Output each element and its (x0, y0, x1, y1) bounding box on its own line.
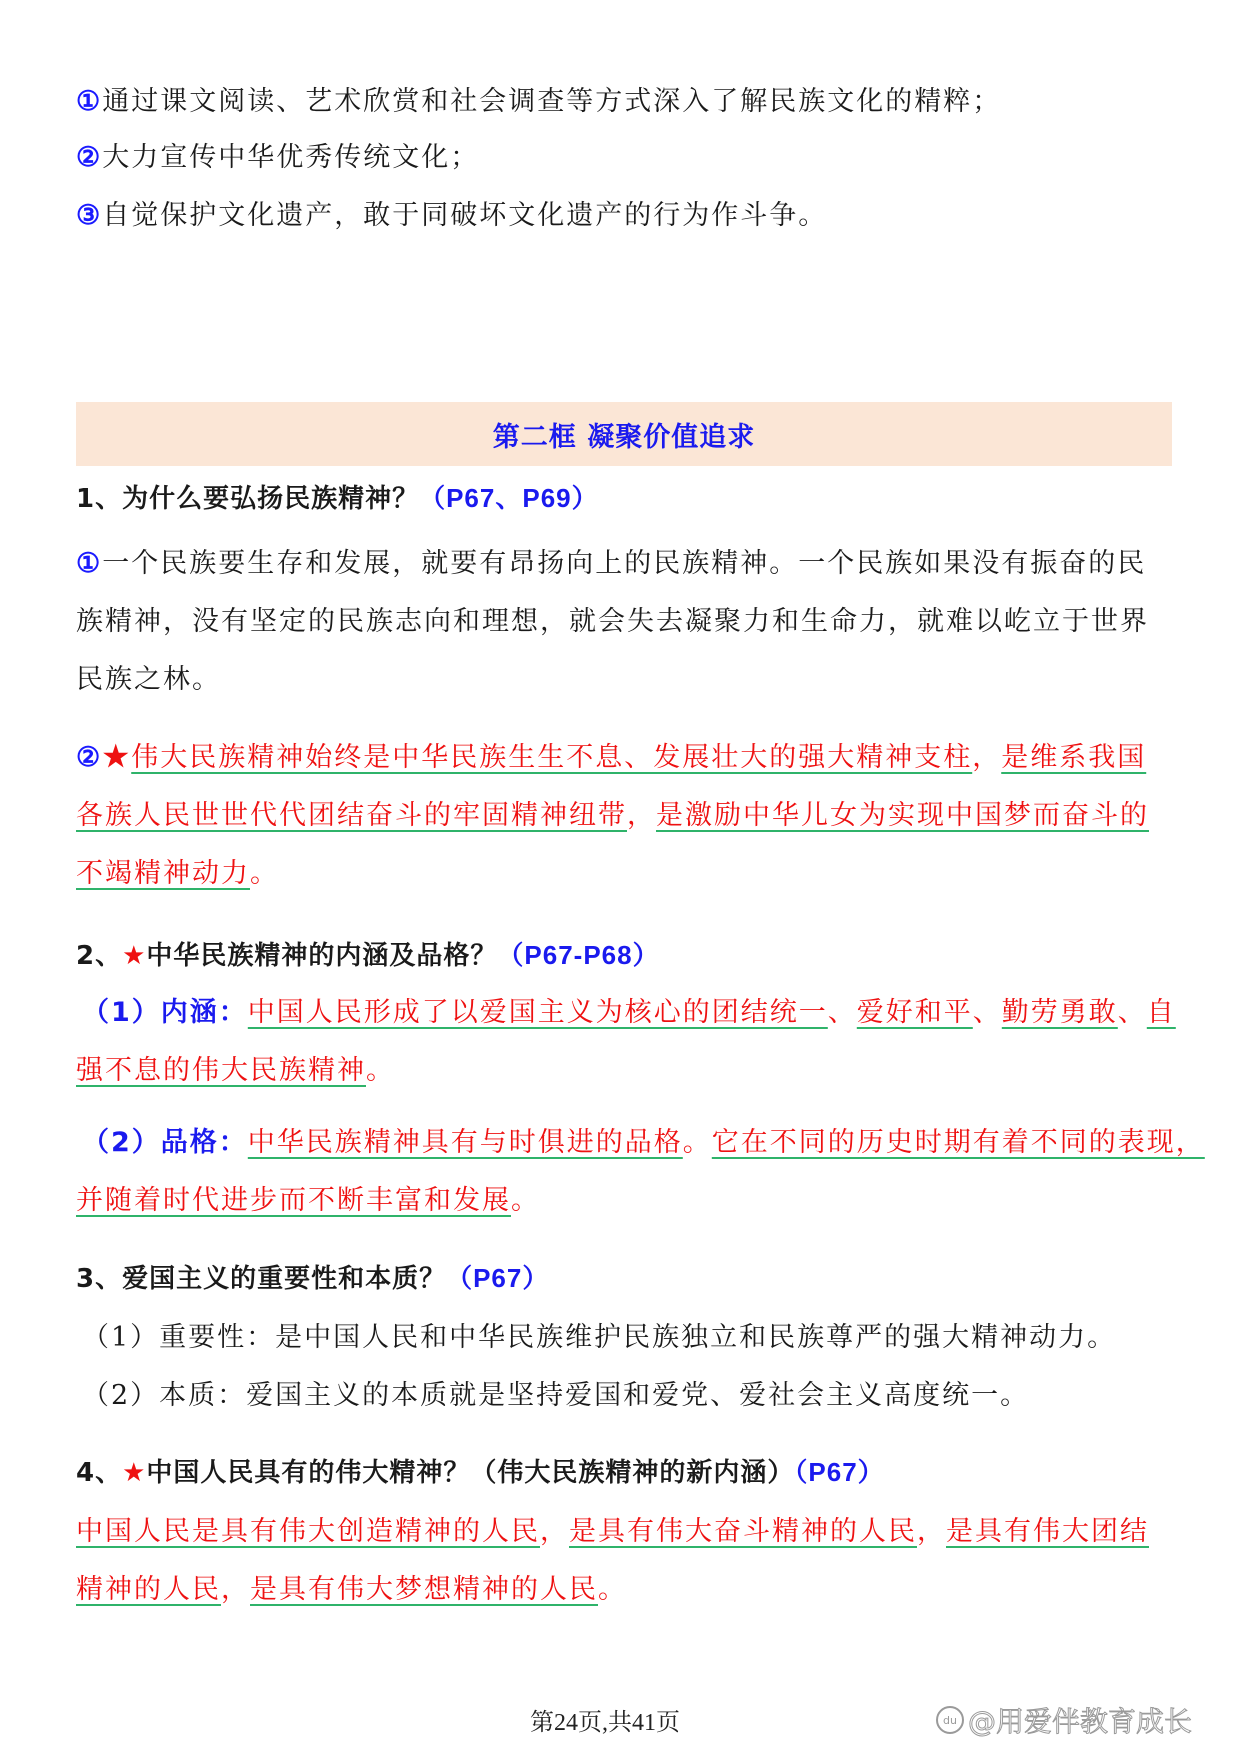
q1-paragraph-1-line-2 (76, 602, 1149, 642)
page-reference: （P67） (446, 1263, 550, 1293)
highlighted-text: 勤劳勇敢 (1001, 997, 1118, 1028)
punctuation: 、 (827, 997, 857, 1028)
question-3-heading (76, 1258, 549, 1299)
highlighted-text: 是激励中华儿女为实现中国梦而奋斗的 (656, 800, 1149, 831)
highlighted-text: 伟大民族精神始终是中华民族生生不息、发展壮大的强大精神支柱 (131, 742, 973, 773)
item-label: （1）内涵： (82, 997, 248, 1028)
highlighted-text: 中华民族精神具有与时俱进的品格 (247, 1127, 683, 1158)
list-item-text: 大力宣传中华优秀传统文化； (102, 142, 480, 173)
highlighted-text: 各族人民世世代代团结奋斗的牢固精神纽带 (76, 800, 627, 831)
section-title: 第二框 凝聚价值追求 (492, 421, 756, 453)
question-title: 3、爱国主义的重要性和本质？ (76, 1264, 447, 1294)
highlighted-text: 自 (1146, 997, 1176, 1028)
page-number: 第24页,共41页 (530, 1710, 680, 1736)
highlighted-text: 中国人民形成了以爱国主义为核心的团结统一 (247, 997, 828, 1028)
q1-paragraph-1-line-1 (76, 544, 1146, 584)
list-item-text: 自觉保护文化遗产，敢于同破坏文化遗产的行为作斗争。 (102, 200, 828, 231)
q2-item-1-line-1 (82, 993, 1176, 1033)
punctuation: ， (221, 1574, 250, 1605)
paragraph-text: （2）本质：爱国主义的本质就是坚持爱国和爱党、爱社会主义高度统一。 (82, 1380, 1030, 1411)
punctuation: ， (540, 1516, 569, 1547)
circled-number: ① (76, 86, 103, 117)
paragraph-text: 族精神，没有坚定的民族志向和理想，就会失去凝聚力和生命力，就难以屹立于世界 (76, 606, 1149, 637)
q2-item-2-line-2 (76, 1181, 540, 1221)
highlighted-text: 中国人民是具有伟大创造精神的人民 (76, 1516, 540, 1547)
punctuation: 。 (366, 1055, 395, 1086)
q3-item-1 (82, 1318, 1116, 1358)
list-item-2 (76, 138, 479, 178)
highlighted-text: 强不息的伟大民族精神 (76, 1055, 366, 1086)
question-4-heading (76, 1452, 885, 1493)
circled-number: ③ (76, 200, 103, 231)
list-item-text: 通过课文阅读、艺术欣赏和社会调查等方式深入了解民族文化的精粹； (102, 86, 1002, 117)
highlighted-text: 爱好和平 (856, 997, 973, 1028)
question-2-heading (76, 935, 660, 976)
question-number: 4、 (76, 1458, 123, 1488)
punctuation: ， (627, 800, 656, 831)
highlighted-text: 是维系我国 (1001, 742, 1147, 773)
highlighted-text: 精神的人民 (76, 1574, 221, 1605)
q1-paragraph-1-line-3 (76, 660, 221, 700)
highlighted-text: 是具有伟大梦想精神的人民 (250, 1574, 598, 1605)
q2-item-1-line-2 (76, 1051, 395, 1091)
highlighted-text: 是具有伟大奋斗精神的人民 (569, 1516, 917, 1547)
circled-number: ② (76, 742, 103, 773)
q1-paragraph-2-line-3 (76, 854, 279, 894)
punctuation: 、 (1117, 997, 1147, 1028)
punctuation: 、 (972, 997, 1002, 1028)
question-1-heading (76, 478, 599, 519)
page-reference: （P67、P69） (419, 483, 599, 513)
question-number: 2、 (76, 941, 123, 971)
paragraph-text: 民族之林。 (76, 664, 221, 695)
q1-paragraph-2-line-1 (76, 738, 1146, 778)
page-reference: （P67） (794, 1457, 885, 1487)
list-item-3 (76, 196, 827, 236)
circled-number: ① (76, 548, 103, 579)
star-icon: ★ (122, 1458, 147, 1488)
highlighted-text: 是具有伟大团结 (946, 1516, 1149, 1547)
q4-answer-line-2 (76, 1570, 627, 1610)
highlighted-text: 不竭精神动力 (76, 858, 250, 889)
star-icon: ★ (102, 742, 132, 773)
punctuation: 。 (511, 1185, 540, 1216)
highlighted-text: 它在不同的历史时期有着不同的表现， (711, 1127, 1205, 1158)
highlighted-text: 并随着时代进步而不断丰富和发展 (76, 1185, 511, 1216)
punctuation: 。 (598, 1574, 627, 1605)
star-icon: ★ (122, 941, 147, 971)
question-title: 中国人民具有的伟大精神？（伟大民族精神的新内涵） (146, 1458, 795, 1488)
q4-answer-line-1 (76, 1512, 1149, 1552)
list-item-1 (76, 82, 1001, 122)
punctuation: ， (972, 742, 1002, 773)
circled-number: ② (76, 142, 103, 173)
punctuation: ， (917, 1516, 946, 1547)
item-label: （2）品格： (82, 1127, 248, 1158)
q1-paragraph-2-line-2 (76, 796, 1149, 836)
q3-item-2 (82, 1376, 1029, 1416)
question-title: 中华民族精神的内涵及品格？ (146, 941, 498, 971)
section-header (76, 402, 1172, 466)
watermark-text: @用爱伴教育成长 (968, 1705, 1193, 1738)
paragraph-text: （1）重要性：是中国人民和中华民族维护民族独立和民族尊严的强大精神动力。 (82, 1322, 1117, 1353)
q2-item-2-line-1 (82, 1123, 1205, 1163)
punctuation: 。 (250, 858, 279, 889)
punctuation: 。 (682, 1127, 712, 1158)
page-reference: （P67-P68） (497, 940, 660, 970)
paragraph-text: 一个民族要生存和发展，就要有昂扬向上的民族精神。一个民族如果没有振奋的民 (102, 548, 1147, 579)
question-title: 1、为什么要弘扬民族精神？ (76, 484, 420, 514)
watermark (936, 1700, 1192, 1740)
baidu-paw-icon: du (936, 1706, 964, 1734)
